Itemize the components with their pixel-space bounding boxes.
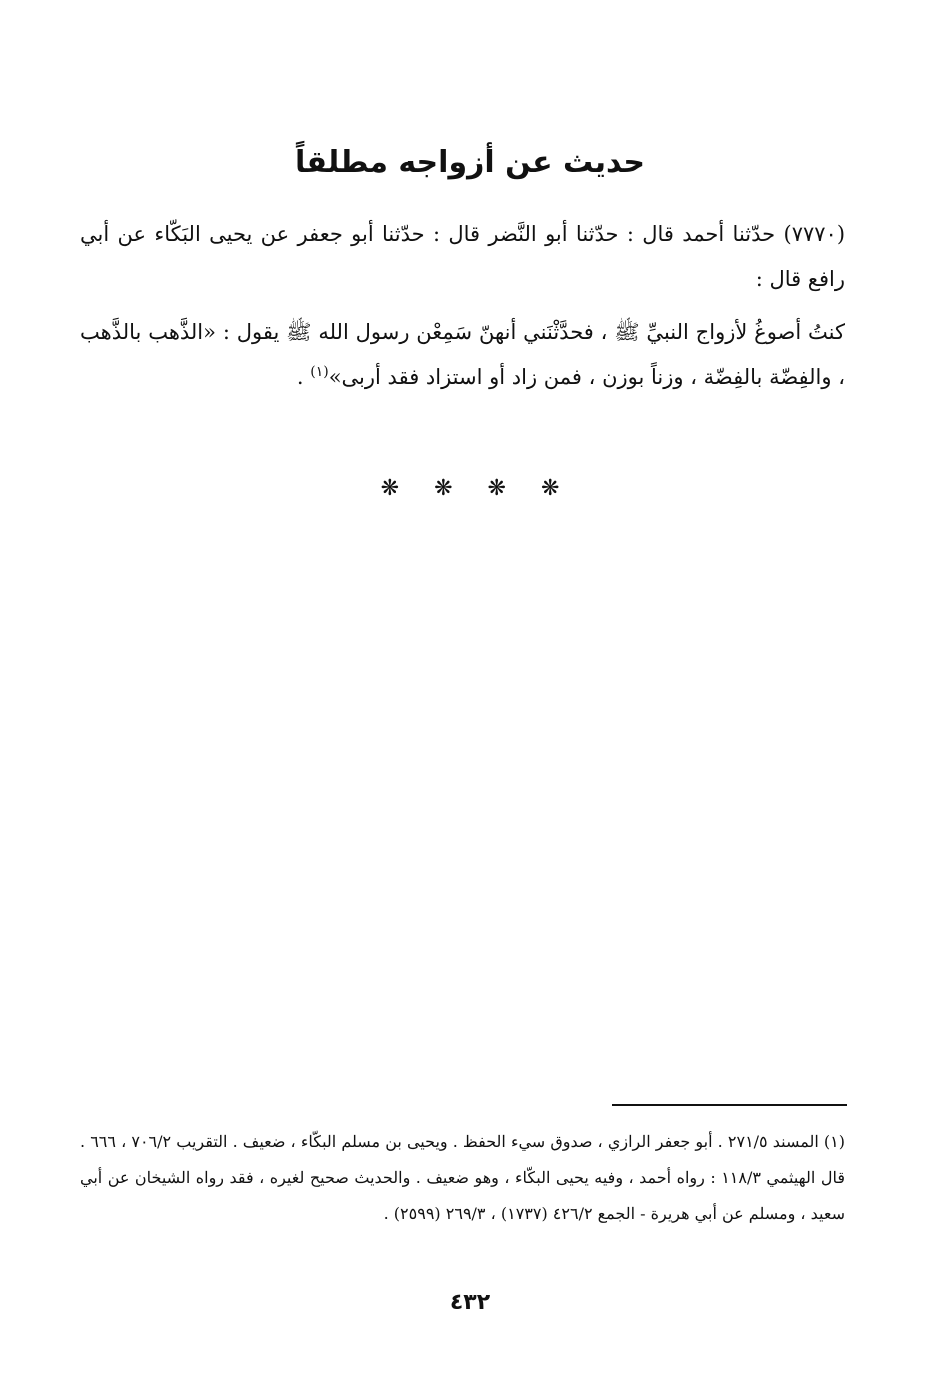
- separator-star: ❋: [487, 476, 506, 501]
- hadith-matn: كنتُ أصوغُ لأزواج النبيِّ ﷺ ، فحدَّثْنَني أنهنّ سَمِعْن رسول الله ﷺ يقول : «الذَّهب بالذَّهب ، والفِضّة بالفِضّة ، وزناً بوزن ، فمن زاد أو استزاد فقد أربى»: [80, 320, 845, 389]
- footnote-divider: [612, 1104, 847, 1106]
- hadith-number: (٧٧٧٠): [775, 222, 846, 246]
- page-title: حديث عن أزواجه مطلقاً: [295, 145, 645, 180]
- footnote: (١) المسند ٢٧١/٥ . أبو جعفر الرازي ، صدوق سيء الحفظ . ويحيى بن مسلم البكّاء ، ضعيف . التقريب ٧٠٦/٢ ، ٦٦٦ . قال الهيثمي ١١٨/٣ : رواه أحمد ، وفيه يحيى البكّاء ، وهو ضعيف . والحديث صحيح لغيره ، فقد رواه الشيخان عن أبي سعيد ، ومسلم عن أبي هريرة - الجمع ٤٢٦/٢ (١٧٣٧) ، ٢٦٩/٣ (٢٥٩٩) .: [80, 1132, 846, 1223]
- separator-star: ❋: [540, 476, 560, 501]
- separator-star: ❋: [434, 476, 453, 501]
- hadith-matn-paragraph: [80, 310, 845, 400]
- hadith-isnad-paragraph: [80, 212, 845, 302]
- footnote-reference: (١): [310, 364, 329, 380]
- section-separator: [0, 476, 940, 501]
- hadith-isnad: حدّثنا أحمد قال : حدّثنا أبو النَّضر قال : حدّثنا أبو جعفر عن يحيى البَكّاء عن أبي رافع قال :: [80, 222, 845, 291]
- page-number: ٤٣٢: [449, 1290, 491, 1315]
- separator-star: ❋: [380, 476, 400, 501]
- hadith-matn-end: .: [296, 365, 311, 389]
